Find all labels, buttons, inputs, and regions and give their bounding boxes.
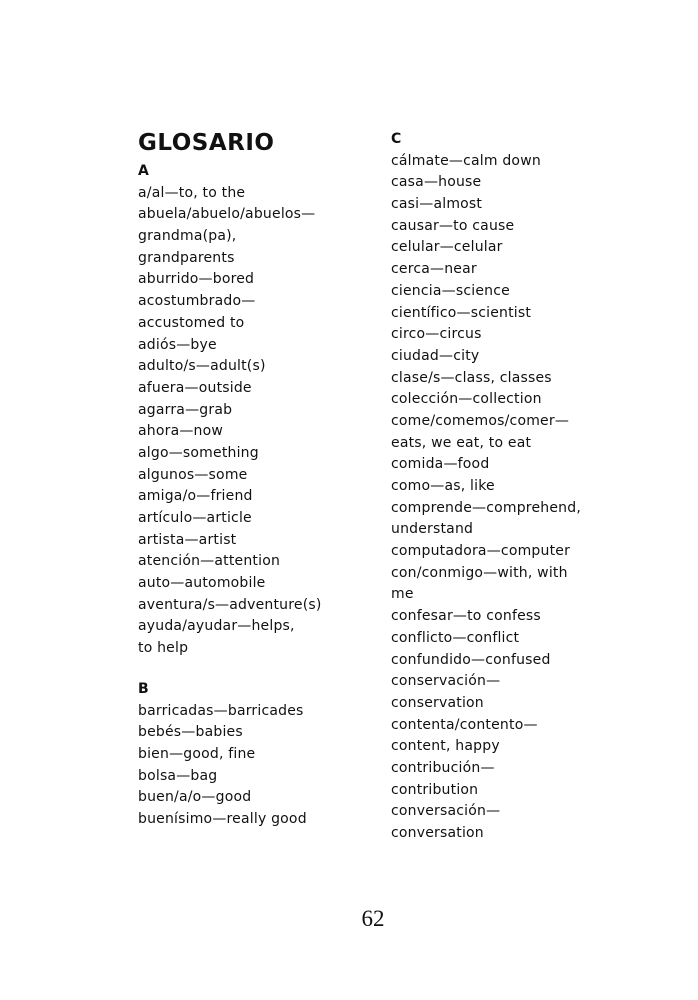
left-column xyxy=(138,161,322,831)
glossary-line: come/comemos/comer— xyxy=(391,412,570,429)
glossary-line: a/al—to, to the xyxy=(138,184,246,201)
right-column xyxy=(391,129,581,845)
glossary-line: artículo—article xyxy=(138,510,252,526)
glossary-line: amiga/o—friend xyxy=(138,488,253,505)
glossary-line: adulto/s—adult(s) xyxy=(138,358,266,375)
glossary-line: bebés—babies xyxy=(138,724,243,741)
glossary-line: cerca—near xyxy=(391,261,477,278)
glossary-line: atención—attention xyxy=(138,553,281,570)
glossary-line: grandparents xyxy=(138,249,235,266)
glossary-line: algunos—some xyxy=(138,466,248,483)
glossary-line: ciudad—city xyxy=(391,347,480,364)
glossary-line: ahora—now xyxy=(138,423,224,440)
glossary-line: to help xyxy=(138,640,189,657)
glossary-line: bien—good, fine xyxy=(138,745,256,762)
section-letter-c: C xyxy=(391,131,402,147)
glossary-line: acostumbrado— xyxy=(138,293,256,310)
section-b-entries xyxy=(138,701,322,831)
glossary-line: colección—collection xyxy=(391,391,542,408)
glossary-line: celular—celular xyxy=(391,239,503,256)
glossary-line: buen/a/o—good xyxy=(138,789,252,806)
glossary-line: conservation xyxy=(391,694,484,711)
glossary-line: conflicto—conflict xyxy=(391,629,520,646)
glossary-line: adiós—bye xyxy=(138,336,217,353)
glossary-line: eats, we eat, to eat xyxy=(391,434,532,451)
glossary-line: agarra—grab xyxy=(138,401,233,418)
glossary-line: contenta/contento— xyxy=(391,716,538,733)
glossary-line: content, happy xyxy=(391,738,500,755)
glossary-line: confundido—confused xyxy=(391,651,551,668)
glossary-line: me xyxy=(391,586,414,603)
glossary-line: afuera—outside xyxy=(138,379,252,396)
glossary-line: contribución— xyxy=(391,759,495,776)
glossary-line: auto—automobile xyxy=(138,575,266,592)
glossary-line: buenísimo—really good xyxy=(138,810,307,827)
glossary-line: casi—almost xyxy=(391,196,483,213)
glossary-line: circo—circus xyxy=(391,326,482,343)
glossary-line: casa—house xyxy=(391,174,482,191)
section-a-entries xyxy=(138,183,322,660)
glossary-line: contribution xyxy=(391,781,479,798)
glossary-line: artista—artist xyxy=(138,531,237,548)
glossary-line: understand xyxy=(391,521,474,538)
glossary-line: aburrido—bored xyxy=(138,271,255,288)
glossary-line: ciencia—science xyxy=(391,282,510,299)
glossary-line: conversación— xyxy=(391,803,501,820)
glossary-line: accustomed to xyxy=(138,314,245,331)
glossary-line: aventura/s—adventure(s) xyxy=(138,596,322,613)
glossary-line: cálmate—calm down xyxy=(391,152,541,169)
glossary-line: comida—food xyxy=(391,456,490,473)
glossary-line: con/conmigo—with, with xyxy=(391,564,568,581)
glossary-line: causar—to cause xyxy=(391,217,515,234)
glossary-line: científico—scientist xyxy=(391,304,532,321)
section-letter-a: A xyxy=(138,163,150,179)
glossary-line: comprende—comprehend, xyxy=(391,499,581,516)
page-title: GLOSARIO xyxy=(138,130,275,156)
glossary-line: clase/s—class, classes xyxy=(391,369,552,386)
glossary-line: ayuda/ayudar—helps, xyxy=(138,618,295,635)
section-c-entries xyxy=(391,151,581,845)
glossary-line: grandma(pa), xyxy=(138,228,237,245)
glossary-line: conservación— xyxy=(391,673,501,690)
glossary-line: conversation xyxy=(391,825,484,841)
glossary-line: abuela/abuelo/abuelos— xyxy=(138,206,316,223)
glossary-line: algo—something xyxy=(138,444,259,461)
glossary-line: barricadas—barricades xyxy=(138,702,304,719)
glossary-line: computadora—computer xyxy=(391,543,571,560)
glossary-line: como—as, like xyxy=(391,478,495,494)
glossary-line: confesar—to confess xyxy=(391,608,541,625)
glossary-line: bolsa—bag xyxy=(138,767,218,784)
page-number: 62 xyxy=(361,906,385,931)
section-letter-b: B xyxy=(138,680,149,697)
